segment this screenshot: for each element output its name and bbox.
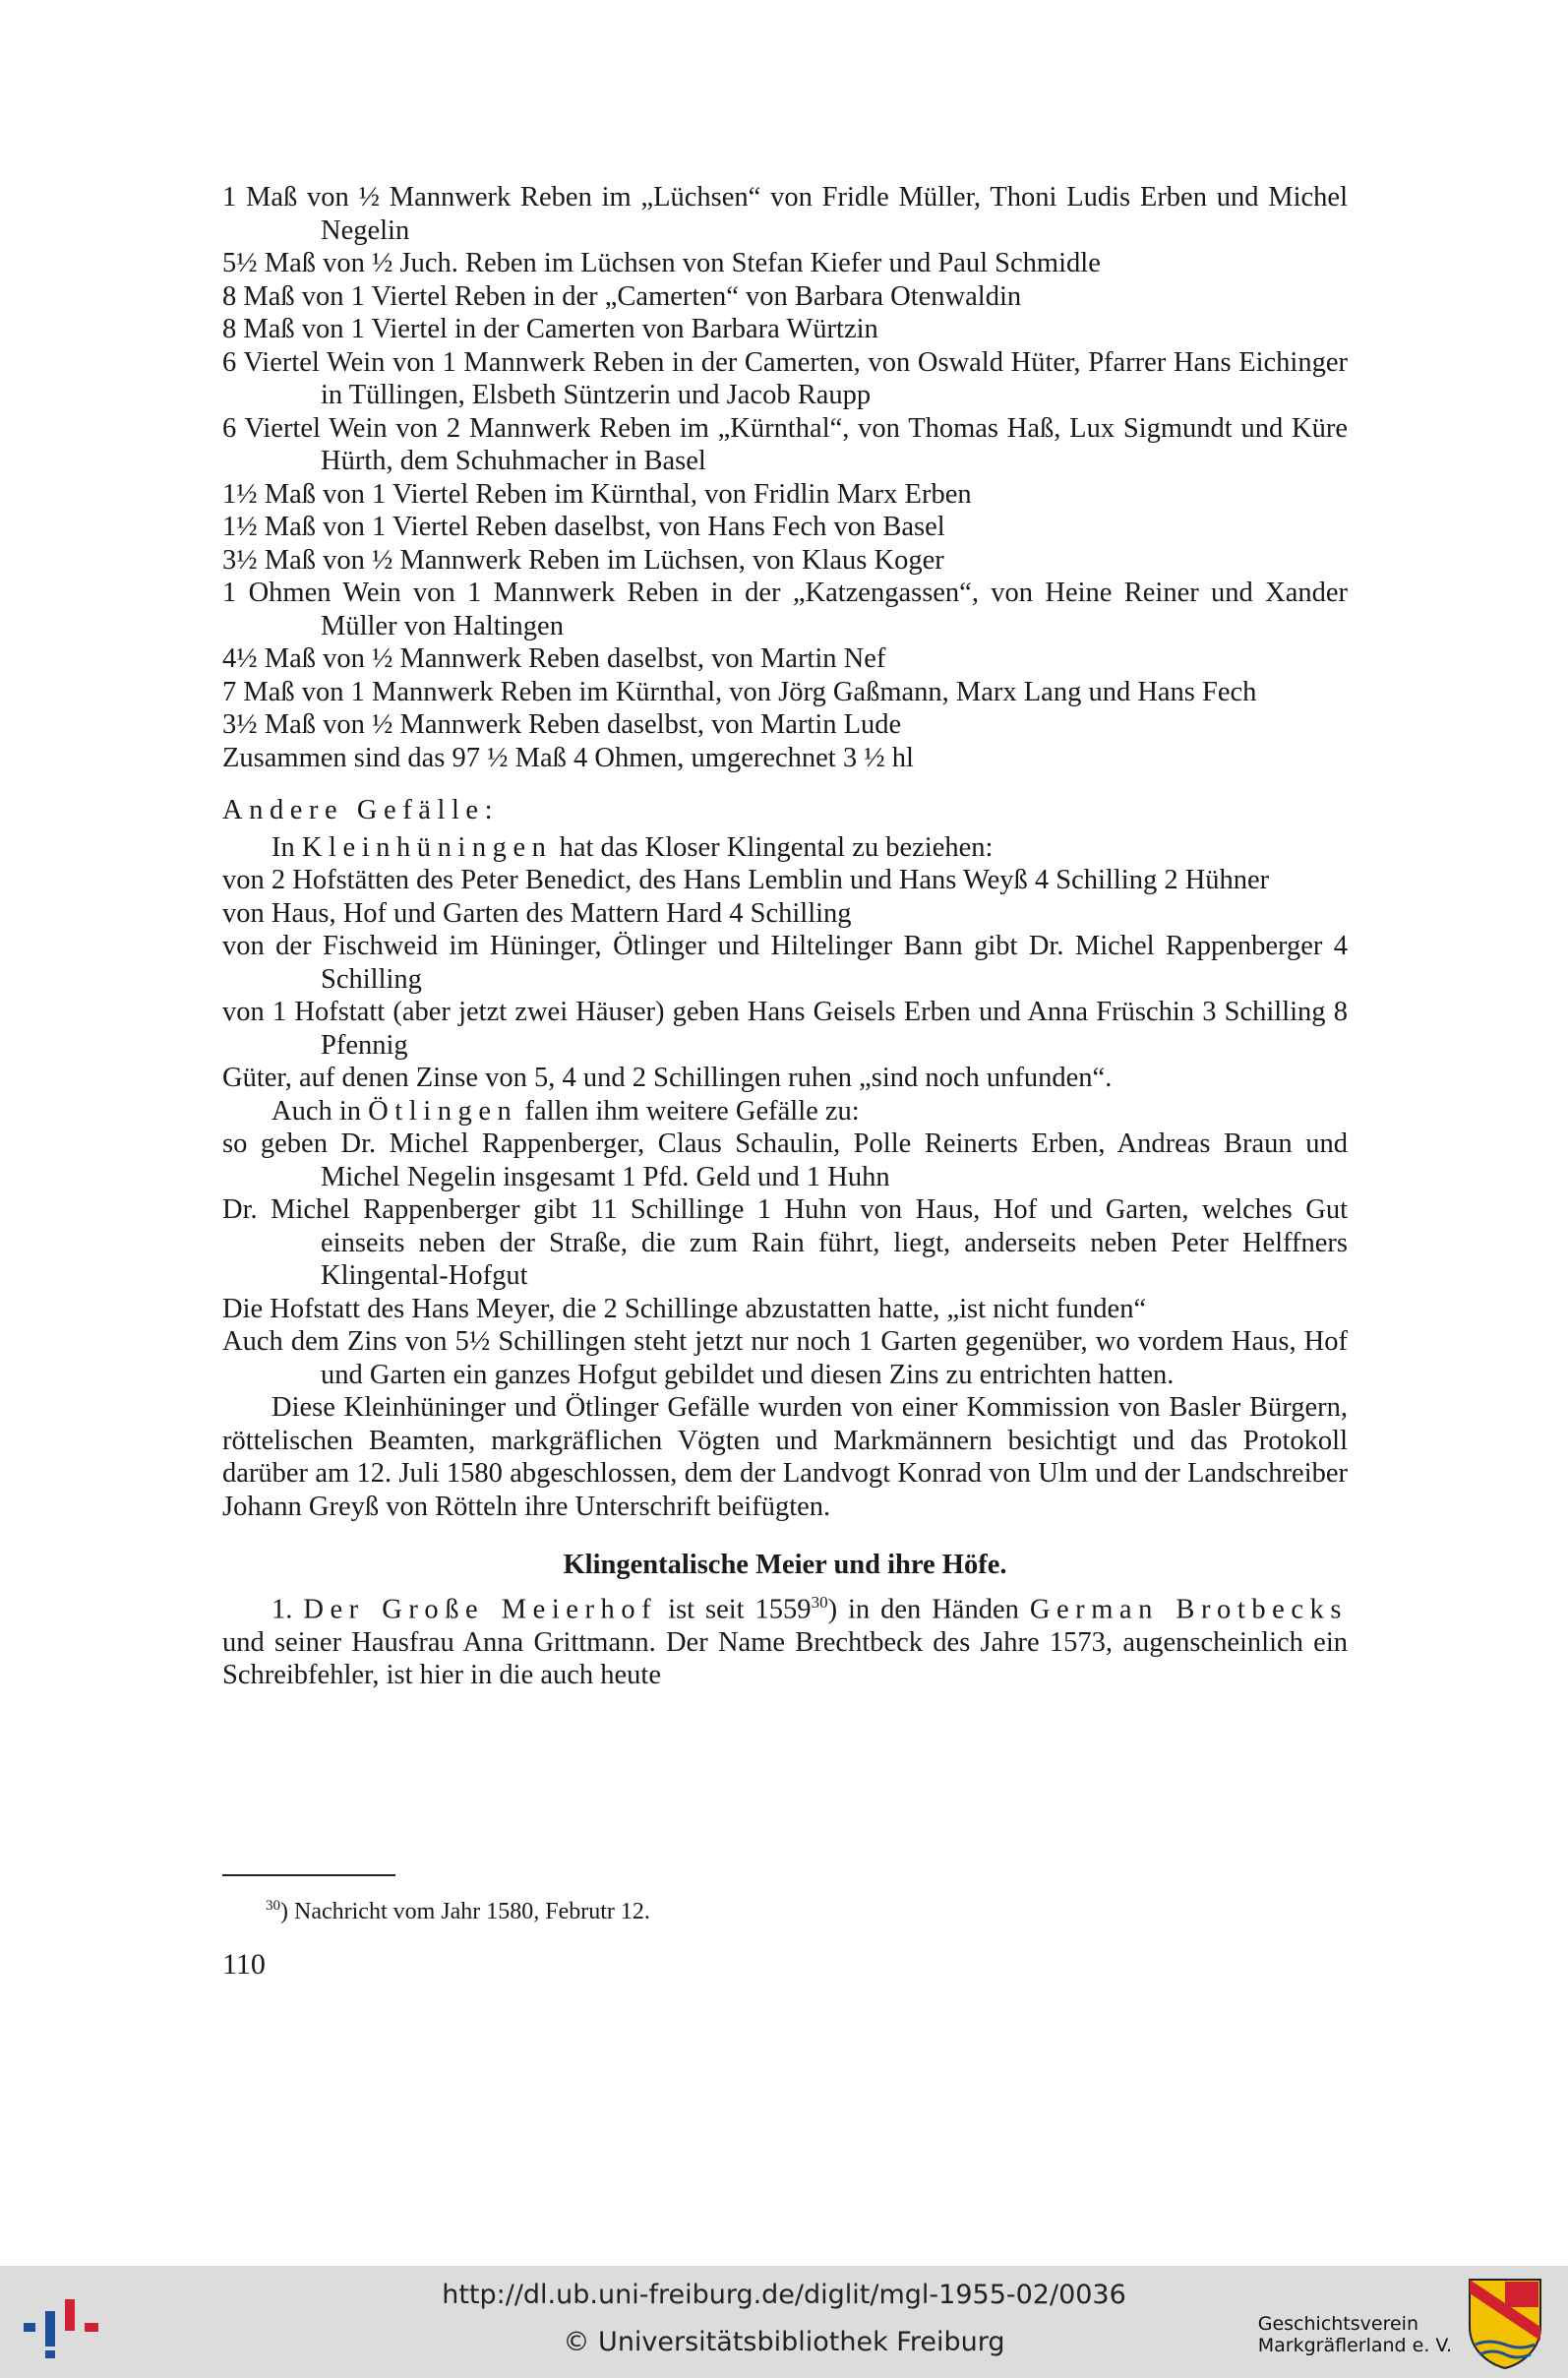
- entry-first-line: von 2 Hofstätten des Peter Benedict, des Hans Lemblin und Hans Weyß: [222, 865, 1028, 895]
- section-heading-andere-gefaelle: Andere Gefälle:: [222, 795, 500, 825]
- entry-continuation: Früschin 3 Schilling 8 Pfennig: [321, 997, 1348, 1061]
- entry-continuation: Ludis Erben und Michel Negelin: [321, 182, 1349, 246]
- list-item: [222, 1193, 1348, 1293]
- commission-paragraph: Diese Kleinhüninger und Ötlinger Gefälle wurden von einer Kommission von Basler Bürgern, röttelischen Beamten, markgräflichen Vögten und Markmännern besichtigt und das Protokoll darüber am 12. Juli 1580 abgeschlossen, dem der Landvogt Konrad von Ulm und der Landschreiber Johann Greyß von Rötteln ihre Unterschrift beifügten.: [222, 1392, 1348, 1522]
- kleinhueningen-intro: In Kleinhüningen hat das Kloser Klingental zu beziehen:: [271, 831, 994, 863]
- society-name: Geschichtsverein Markgräflerland e. V.: [1257, 2313, 1452, 2356]
- entry-first-line: 4½ Maß von ½ Mannwerk Reben daselbst, von Martin Nef: [222, 643, 886, 674]
- entry-first-line: Güter, auf denen Zinse von 5, 4 und 2 Schillingen ruhen „sind noch unfunden“.: [222, 1063, 1113, 1093]
- entry-first-line: 3½ Maß von ½ Mannwerk Reben daselbst, von Martin Lude: [222, 709, 902, 740]
- footer-bar: [0, 2266, 1568, 2378]
- list-item: [222, 478, 1348, 512]
- entry-first-line: Auch dem Zins von 5½ Schillingen steht jetzt nur noch 1 Garten gegenüber,: [222, 1326, 1088, 1357]
- entry-first-line: 6 Viertel Wein von 1 Mannwerk Reben in der Camerten, von Oswald Hüter,: [222, 346, 1081, 378]
- list-item: [222, 897, 1348, 931]
- footnote: [266, 1891, 650, 1926]
- entry-continuation: und Hans Fech: [1088, 676, 1257, 707]
- entry-first-line: so geben Dr. Michel Rappenberger, Claus Schaulin, Polle Reinerts Erben,: [222, 1128, 1106, 1159]
- list-item: [222, 996, 1348, 1062]
- footnote-divider: [222, 1874, 395, 1876]
- entry-first-line: von 1 Hofstatt (aber jetzt zwei Häuser) geben Hans Geisels Erben und Anna: [222, 997, 1089, 1027]
- entry-continuation: wo vordem Haus, Hof und Garten ein ganzes Hofgut gebildet und diesen Zins zu entrichten hatten.: [321, 1326, 1348, 1390]
- footnote-reference: 30: [811, 1592, 828, 1612]
- place-name-kleinhueningen: Kleinhüningen: [301, 831, 553, 863]
- list-item: [222, 412, 1348, 478]
- list-item: [222, 1128, 1348, 1193]
- entry-first-line: von der Fischweid im Hüninger, Ötlinger und Hiltelinger Bann gibt Dr. Michel: [222, 931, 1155, 961]
- entry-continuation: 4 Schilling 2 Hühner: [1034, 865, 1270, 895]
- list-item: [222, 642, 1348, 676]
- entry-first-line: 7 Maß von 1 Mannwerk Reben im Kürnthal, von Jörg Gaßmann, Marx Lang: [222, 676, 1082, 707]
- entry-first-line: 1½ Maß von 1 Viertel Reben im Kürnthal, von Fridlin Marx Erben: [222, 478, 972, 510]
- meierhof-paragraph: 1. Der Große Meierhof ist seit 1559$^{30}$) in den Händen German Brotbecks und seiner Hausfrau Anna Grittmann. Der Name Brechtbeck des Jahre 1573, augenscheinlich ein Schreibfehler, ist hier in die auch heute: [222, 1592, 1348, 1690]
- list-item: [222, 280, 1348, 314]
- entry-first-line: 8 Maß von 1 Viertel in der Camerten von Barbara Würtzin: [222, 314, 878, 344]
- list-item: [222, 676, 1348, 709]
- total-line: Zusammen sind das 97 ½ Maß 4 Ohmen, umgerechnet 3 ½ hl: [222, 742, 914, 773]
- list-item: [222, 544, 1348, 578]
- list-item: [222, 864, 1348, 897]
- main-text: [222, 181, 1348, 1692]
- list-item: [222, 346, 1348, 412]
- list-item: [222, 1325, 1348, 1391]
- entry-continuation: Rappenberger 4 Schilling: [321, 931, 1349, 995]
- list-item: [222, 577, 1348, 642]
- entry-continuation: Sigmundt und Küre Hürth, dem Schuhmacher in Basel: [321, 412, 1349, 476]
- list-item: [222, 1293, 1348, 1326]
- entry-first-line: 5½ Maß von ½ Juch. Reben im Lüchsen von Stefan Kiefer und Paul Schmidle: [222, 248, 1101, 278]
- entry-continuation: welches Gut einseits neben der Straße, die zum Rain führt, liegt, anderseits neben Peter Helffners Klingental-Hofgut: [321, 1194, 1349, 1291]
- entry-continuation: Andreas Braun und Michel Negelin insgesamt 1 Pfd. Geld und 1 Huhn: [321, 1128, 1348, 1192]
- entry-first-line: Die Hofstatt des Hans Meyer, die 2 Schillinge abzustatten hatte, „ist nicht: [222, 1293, 1050, 1324]
- copyright-text: © Universitätsbibliothek Freiburg: [563, 2327, 1005, 2357]
- oetlingen-intro: Auch in Ötlingen fallen ihm weitere Gefälle zu:: [271, 1095, 860, 1127]
- entry-first-line: von Haus, Hof und Garten des Mattern Hard 4 Schilling: [222, 897, 852, 929]
- place-name-oetlingen: Ötlingen: [368, 1095, 518, 1127]
- entry-first-line: 1 Maß von ½ Mannwerk Reben im „Lüchsen“ von Fridle Müller, Thoni: [222, 182, 1057, 213]
- list-item: [222, 181, 1348, 247]
- wine-dues-list: [222, 181, 1348, 742]
- list-item: [222, 511, 1348, 544]
- entry-continuation: Reiner und Xander Müller von Haltingen: [321, 578, 1348, 641]
- list-item: [222, 1062, 1348, 1095]
- entry-continuation: funden“: [1055, 1293, 1147, 1324]
- list-item: [222, 313, 1348, 346]
- document-url-link[interactable]: http://dl.ub.uni-freiburg.de/diglit/mgl-1955-02/0036: [442, 2280, 1126, 2310]
- society-crest-icon: [1466, 2276, 1544, 2370]
- section-heading-meier: Klingentalische Meier und ihre Höfe.: [563, 1550, 1007, 1580]
- entry-first-line: 6 Viertel Wein von 2 Mannwerk Reben im „Kürnthal“, von Thomas Haß, Lux: [222, 412, 1116, 444]
- oetlingen-dues-list: [222, 1128, 1348, 1391]
- entry-first-line: 3½ Maß von ½ Mannwerk Reben im Lüchsen, von Klaus Koger: [222, 544, 944, 576]
- kleinhueningen-dues-list: [222, 864, 1348, 1095]
- list-item: [222, 930, 1348, 996]
- footnote-number: 30: [266, 1898, 280, 1914]
- footnote-text: ) Nachricht vom Jahr 1580, Februtr 12.: [280, 1899, 650, 1924]
- person-name: German Brotbecks: [1029, 1594, 1348, 1624]
- entry-first-line: Dr. Michel Rappenberger gibt 11 Schillinge 1 Huhn von Haus, Hof und Garten,: [222, 1194, 1189, 1225]
- page-number: 110: [222, 1948, 266, 1981]
- entry-continuation: Pfarrer Hans Eichinger in Tüllingen, Elsbeth Süntzerin und Jacob Raupp: [321, 346, 1348, 410]
- farm-name: Der Große Meierhof: [303, 1594, 658, 1624]
- list-item: [222, 247, 1348, 280]
- entry-first-line: 8 Maß von 1 Viertel Reben in der „Camerten“ von Barbara Otenwaldin: [222, 280, 1022, 312]
- list-item: [222, 708, 1348, 742]
- entry-first-line: 1 Ohmen Wein von 1 Mannwerk Reben in der „Katzengassen“, von Heine: [222, 578, 1113, 608]
- entry-first-line: 1½ Maß von 1 Viertel Reben daselbst, von Hans Fech von Basel: [222, 512, 945, 542]
